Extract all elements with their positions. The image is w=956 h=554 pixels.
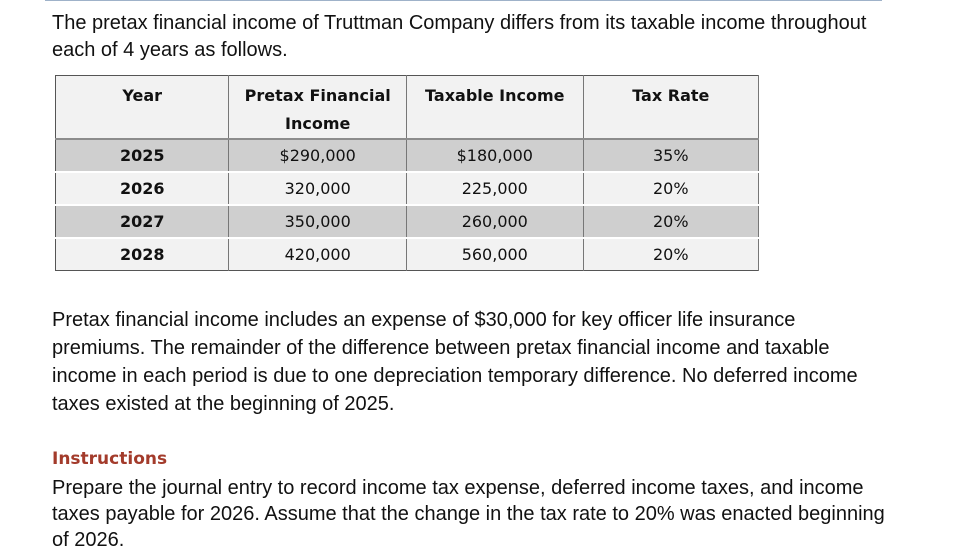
- pretax-income-cell: 320,000: [229, 172, 407, 205]
- tax-rate-cell: 20%: [583, 205, 758, 238]
- table-row: [56, 205, 759, 238]
- tax-rate-cell: 20%: [583, 238, 758, 271]
- taxable-income-cell: 260,000: [406, 205, 583, 238]
- table-row: [56, 172, 759, 205]
- taxable-income-cell: 225,000: [406, 172, 583, 205]
- pretax-income-cell: $290,000: [229, 139, 407, 172]
- taxable-income-cell: 560,000: [406, 238, 583, 271]
- year-cell: 2028: [56, 238, 229, 271]
- intro-text: The pretax financial income of Truttman Company differs from its taxable income throughout each of 4 years as follows.: [52, 12, 867, 61]
- top-divider: [45, 0, 882, 1]
- tax-rate-cell: 20%: [583, 172, 758, 205]
- header-tax-rate: Tax Rate: [583, 76, 758, 140]
- year-cell: 2027: [56, 205, 229, 238]
- tax-rate-cell: 35%: [583, 139, 758, 172]
- taxable-income-cell: $180,000: [406, 139, 583, 172]
- table-row: [56, 238, 759, 271]
- header-taxable-income: Taxable Income: [406, 76, 583, 140]
- year-cell: 2025: [56, 139, 229, 172]
- year-cell: 2026: [56, 172, 229, 205]
- income-tax-table: [55, 75, 759, 271]
- header-pretax-financial-income: Pretax Financial Income: [229, 76, 407, 140]
- pretax-income-cell: 420,000: [229, 238, 407, 271]
- table-row: [56, 139, 759, 172]
- header-year: Year: [56, 76, 229, 140]
- table-header-row: [56, 76, 759, 140]
- problem-description: Pretax financial income includes an expense of $30,000 for key officer life insurance premiums. The remainder of the difference between pretax financial income and taxable income in each period is due to one depreciation temporary difference. No deferred income taxes existed at the beginning of 2025.: [52, 309, 858, 415]
- instructions-body: Prepare the journal entry to record income tax expense, deferred income taxes, and income taxes payable for 2026. Assume that the change in the tax rate to 20% was enacted beginning of 2026.: [52, 477, 885, 551]
- pretax-income-cell: 350,000: [229, 205, 407, 238]
- instructions-heading: Instructions: [52, 449, 168, 469]
